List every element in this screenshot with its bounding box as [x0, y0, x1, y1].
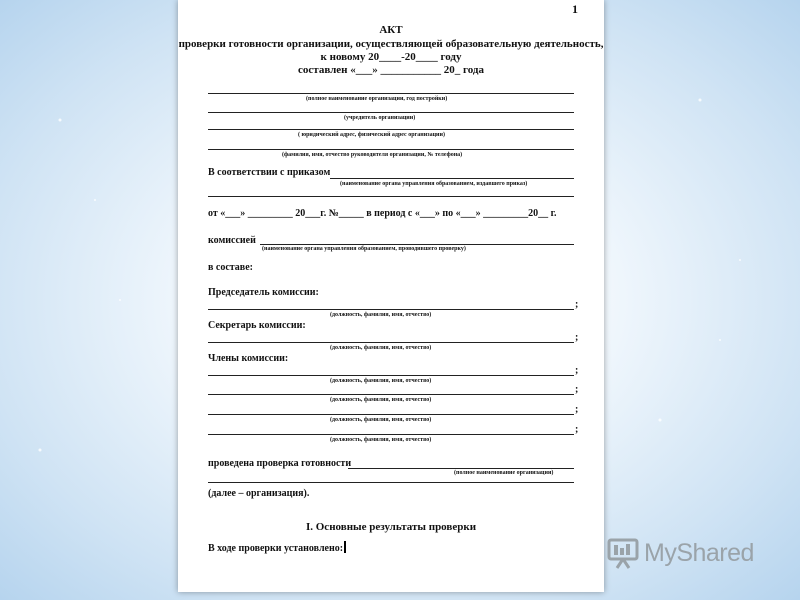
section-title: I. Основные результаты проверки	[305, 521, 477, 533]
hereinafter-text: (далее – организация).	[208, 488, 310, 499]
address-line	[208, 129, 574, 130]
order-line	[330, 178, 574, 179]
document-subtitle-line2: к новому 20____-20____ году	[320, 51, 462, 63]
watermark-logo	[606, 535, 754, 571]
secretary-line	[208, 342, 574, 343]
member-line-1	[208, 375, 574, 376]
check-caption: (полное наименование организации)	[454, 470, 554, 476]
address-caption: ( юридический адрес, физический адрес организации)	[298, 132, 445, 138]
member-line-3	[208, 414, 574, 415]
member-semicolon-4: ;	[575, 424, 579, 435]
composition-label: в составе:	[208, 262, 253, 273]
member-caption-2: (должность, фамилия, имя, отчество)	[330, 397, 432, 403]
chairman-label: Председатель комиссии:	[208, 287, 319, 298]
secretary-label: Секретарь комиссии:	[208, 320, 306, 331]
secretary-semicolon: ;	[575, 332, 579, 343]
chairman-semicolon: ;	[575, 299, 579, 310]
member-semicolon-1: ;	[575, 365, 579, 376]
member-caption-4: (должность, фамилия, имя, отчество)	[330, 437, 432, 443]
member-caption-1: (должность, фамилия, имя, отчество)	[330, 378, 432, 384]
org-name-caption: (полное наименование организации, год постройки)	[306, 96, 448, 102]
commission-line	[260, 244, 574, 245]
during-check-text	[208, 541, 346, 555]
document-subtitle-line1: проверки готовности организации, осуществляющей образовательную деятельность,	[178, 38, 604, 50]
order-line-2	[208, 196, 574, 197]
member-semicolon-3: ;	[575, 404, 579, 415]
founder-line	[208, 112, 574, 113]
presentation-board-icon	[606, 536, 640, 570]
chairman-line	[208, 309, 574, 310]
member-line-2	[208, 394, 574, 395]
during-check-label: В ходе проверки установлено:	[208, 543, 344, 554]
order-caption: (наименование органа управления образованием, издавшего приказ)	[340, 181, 528, 187]
document-page	[178, 0, 604, 592]
secretary-caption: (должность, фамилия, имя, отчество)	[330, 345, 432, 351]
org-name-line	[208, 93, 574, 94]
watermark-brand: MyShared	[644, 538, 754, 567]
check-label: проведена проверка готовности	[208, 458, 352, 469]
founder-caption: (учредитель организации)	[344, 115, 416, 121]
document-compiled-date: составлен «___» ___________ 20_ года	[298, 64, 484, 76]
check-line-2	[208, 482, 574, 483]
commission-caption: (наименование органа управления образованием, проводившего проверку)	[262, 246, 466, 252]
member-semicolon-2: ;	[575, 384, 579, 395]
check-line	[348, 468, 574, 469]
members-label: Члены комиссии:	[208, 353, 289, 364]
member-line-4	[208, 434, 574, 435]
head-caption: (фамилия, имя, отчество руководителя организации, № телефона)	[282, 152, 463, 158]
text-cursor	[344, 541, 346, 553]
head-line	[208, 149, 574, 150]
document-title: АКТ	[379, 24, 403, 36]
member-caption-3: (должность, фамилия, имя, отчество)	[330, 417, 432, 423]
date-line: от «___» _________ 20___г. №_____ в период с «___» по «___» _________20__ г.	[208, 208, 557, 219]
chairman-caption: (должность, фамилия, имя, отчество)	[330, 312, 432, 318]
order-label: В соответствии с приказом	[208, 167, 331, 178]
commission-label: комиссией	[208, 235, 256, 246]
page-number: 1	[572, 2, 578, 16]
